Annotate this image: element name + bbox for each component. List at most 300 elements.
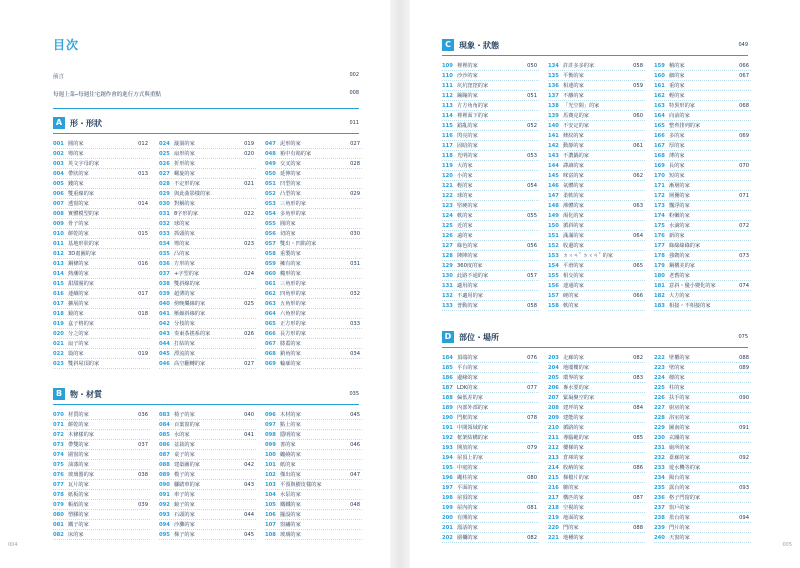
toc-entry[interactable] bbox=[159, 440, 256, 450]
entry-number: 197 bbox=[442, 485, 453, 491]
toc-entry[interactable] bbox=[654, 71, 751, 81]
toc-entry[interactable] bbox=[53, 299, 150, 309]
front-label: 每週上菜─每週住宅創作會的進行方式與重點 bbox=[53, 92, 161, 98]
entry-number: 014 bbox=[53, 271, 64, 277]
toc-entry[interactable] bbox=[442, 171, 539, 181]
toc-entry[interactable] bbox=[548, 423, 645, 433]
entry-title: 平衡的家 bbox=[563, 73, 584, 79]
toc-entry[interactable] bbox=[53, 149, 150, 159]
toc-entry[interactable] bbox=[265, 259, 362, 269]
toc-entry[interactable] bbox=[53, 460, 150, 470]
toc-entry[interactable] bbox=[265, 500, 362, 510]
entry-number: 185 bbox=[442, 365, 453, 371]
toc-entry[interactable] bbox=[548, 373, 645, 383]
toc-entry[interactable] bbox=[53, 259, 150, 269]
toc-entry[interactable] bbox=[654, 453, 751, 463]
toc-entry[interactable] bbox=[442, 121, 539, 131]
toc-entry[interactable] bbox=[654, 161, 751, 171]
entry-page: 091 bbox=[739, 425, 749, 431]
entry-title: 錯亂的家 bbox=[457, 123, 478, 129]
entry-title: 相連的家 bbox=[563, 83, 584, 89]
toc-entry[interactable] bbox=[159, 530, 256, 540]
toc-entry[interactable] bbox=[442, 91, 539, 101]
toc-entry[interactable] bbox=[548, 81, 645, 91]
toc-entry[interactable] bbox=[548, 483, 645, 493]
toc-entry[interactable] bbox=[442, 201, 539, 211]
toc-entry[interactable] bbox=[265, 460, 362, 470]
entry-title: 梯子的家 bbox=[174, 532, 195, 538]
toc-entry[interactable] bbox=[442, 221, 539, 231]
toc-column bbox=[265, 410, 362, 540]
toc-entry[interactable] bbox=[654, 533, 751, 543]
toc-column bbox=[53, 410, 150, 540]
toc-entry[interactable] bbox=[159, 410, 256, 420]
toc-entry[interactable] bbox=[654, 191, 751, 201]
section-rule bbox=[442, 55, 748, 56]
toc-entry[interactable] bbox=[442, 191, 539, 201]
toc-entry[interactable] bbox=[159, 500, 256, 510]
toc-entry[interactable] bbox=[548, 241, 645, 251]
toc-entry[interactable] bbox=[265, 149, 362, 159]
toc-entry[interactable] bbox=[654, 121, 751, 131]
toc-entry[interactable] bbox=[442, 231, 539, 241]
toc-entry[interactable] bbox=[53, 239, 150, 249]
toc-entry[interactable] bbox=[654, 413, 751, 423]
toc-entry[interactable] bbox=[654, 383, 751, 393]
entry-title: 帶狀的家 bbox=[68, 171, 89, 177]
toc-entry[interactable] bbox=[442, 413, 539, 423]
toc-entry[interactable] bbox=[548, 211, 645, 221]
toc-entry[interactable] bbox=[654, 403, 751, 413]
front-matter-preface[interactable] bbox=[53, 72, 359, 84]
toc-entry[interactable] bbox=[53, 349, 150, 359]
entry-number: 069 bbox=[265, 361, 276, 367]
toc-entry[interactable] bbox=[159, 289, 256, 299]
toc-entry[interactable] bbox=[53, 179, 150, 189]
entry-title: 打結的家 bbox=[174, 341, 195, 347]
toc-entry[interactable] bbox=[548, 393, 645, 403]
toc-entry[interactable] bbox=[265, 520, 362, 530]
toc-entry[interactable] bbox=[654, 513, 751, 523]
toc-entry[interactable] bbox=[442, 393, 539, 403]
toc-entry[interactable] bbox=[548, 71, 645, 81]
toc-entry[interactable] bbox=[265, 289, 362, 299]
toc-entry[interactable] bbox=[159, 460, 256, 470]
toc-entry[interactable] bbox=[53, 289, 150, 299]
entry-page: 038 bbox=[138, 472, 148, 478]
toc-entry[interactable] bbox=[654, 61, 751, 71]
entry-page: 023 bbox=[244, 241, 254, 247]
toc-entry[interactable] bbox=[654, 523, 751, 533]
toc-entry[interactable] bbox=[53, 450, 150, 460]
toc-entry[interactable] bbox=[53, 159, 150, 169]
entry-number: 038 bbox=[159, 281, 170, 287]
toc-entry[interactable] bbox=[442, 211, 539, 221]
toc-entry[interactable] bbox=[53, 440, 150, 450]
toc-entry[interactable] bbox=[265, 319, 362, 329]
toc-entry[interactable] bbox=[265, 299, 362, 309]
toc-entry[interactable] bbox=[159, 279, 256, 289]
toc-entry[interactable] bbox=[53, 410, 150, 420]
entry-number: 199 bbox=[442, 505, 453, 511]
toc-entry[interactable] bbox=[159, 510, 256, 520]
toc-entry[interactable] bbox=[442, 301, 539, 311]
toc-entry[interactable] bbox=[442, 373, 539, 383]
toc-entry[interactable] bbox=[548, 271, 645, 281]
toc-entry[interactable] bbox=[442, 181, 539, 191]
toc-entry[interactable] bbox=[442, 151, 539, 161]
entry-title: 三角形的家 bbox=[280, 281, 306, 287]
entry-number: 081 bbox=[53, 522, 64, 528]
toc-entry[interactable] bbox=[159, 470, 256, 480]
toc-entry[interactable] bbox=[654, 281, 751, 291]
toc-entry[interactable] bbox=[53, 169, 150, 179]
toc-entry[interactable] bbox=[654, 111, 751, 121]
toc-entry[interactable] bbox=[159, 149, 256, 159]
toc-entry[interactable] bbox=[442, 141, 539, 151]
toc-entry[interactable] bbox=[53, 430, 150, 440]
entry-number: 151 bbox=[548, 233, 559, 239]
toc-entry[interactable] bbox=[442, 523, 539, 533]
toc-entry[interactable] bbox=[548, 231, 645, 241]
toc-entry[interactable] bbox=[265, 159, 362, 169]
toc-entry[interactable] bbox=[53, 269, 150, 279]
toc-entry[interactable] bbox=[548, 61, 645, 71]
toc-entry[interactable] bbox=[548, 533, 645, 543]
toc-entry[interactable] bbox=[265, 430, 362, 440]
toc-entry[interactable] bbox=[265, 309, 362, 319]
toc-entry[interactable] bbox=[159, 159, 256, 169]
toc-entry[interactable] bbox=[53, 319, 150, 329]
toc-entry[interactable] bbox=[265, 440, 362, 450]
toc-entry[interactable] bbox=[654, 201, 751, 211]
toc-entry[interactable] bbox=[548, 181, 645, 191]
toc-entry[interactable] bbox=[548, 443, 645, 453]
toc-entry[interactable] bbox=[159, 179, 256, 189]
toc-entry[interactable] bbox=[654, 251, 751, 261]
toc-entry[interactable] bbox=[159, 359, 256, 369]
toc-entry[interactable] bbox=[442, 383, 539, 393]
toc-entry[interactable] bbox=[159, 269, 256, 279]
entry-number: 089 bbox=[159, 472, 170, 478]
entry-number: 106 bbox=[265, 512, 276, 518]
toc-entry[interactable] bbox=[159, 229, 256, 239]
toc-entry[interactable] bbox=[548, 281, 645, 291]
toc-entry[interactable] bbox=[548, 513, 645, 523]
toc-entry[interactable] bbox=[442, 251, 539, 261]
toc-entry[interactable] bbox=[265, 199, 362, 209]
toc-entry[interactable] bbox=[654, 291, 751, 301]
toc-entry[interactable] bbox=[265, 420, 362, 430]
toc-entry[interactable] bbox=[548, 463, 645, 473]
toc-entry[interactable] bbox=[265, 179, 362, 189]
toc-entry[interactable] bbox=[654, 433, 751, 443]
entry-number: 194 bbox=[442, 455, 453, 461]
toc-entry[interactable] bbox=[53, 219, 150, 229]
toc-entry[interactable] bbox=[442, 513, 539, 523]
toc-entry[interactable] bbox=[265, 329, 362, 339]
toc-entry[interactable] bbox=[265, 189, 362, 199]
toc-entry[interactable] bbox=[548, 91, 645, 101]
toc-entry[interactable] bbox=[265, 229, 362, 239]
toc-entry[interactable] bbox=[442, 403, 539, 413]
toc-entry[interactable] bbox=[265, 209, 362, 219]
toc-entry[interactable] bbox=[265, 339, 362, 349]
toc-entry[interactable] bbox=[53, 309, 150, 319]
toc-entry[interactable] bbox=[442, 483, 539, 493]
entry-number: 237 bbox=[654, 505, 665, 511]
toc-entry[interactable] bbox=[548, 383, 645, 393]
toc-entry[interactable] bbox=[654, 483, 751, 493]
entry-title: 水泵的家 bbox=[280, 492, 301, 498]
toc-entry[interactable] bbox=[442, 61, 539, 71]
toc-entry[interactable] bbox=[159, 329, 256, 339]
toc-entry[interactable] bbox=[265, 510, 362, 520]
front-matter-method[interactable] bbox=[53, 90, 359, 102]
toc-entry[interactable] bbox=[159, 239, 256, 249]
section-header[interactable] bbox=[53, 117, 359, 131]
toc-entry[interactable] bbox=[654, 503, 751, 513]
toc-entry[interactable] bbox=[442, 463, 539, 473]
entry-title: 專水要的家 bbox=[563, 385, 589, 391]
toc-entry[interactable] bbox=[442, 433, 539, 443]
toc-entry[interactable] bbox=[53, 329, 150, 339]
toc-entry[interactable] bbox=[265, 349, 362, 359]
toc-entry[interactable] bbox=[548, 201, 645, 211]
toc-entry[interactable] bbox=[159, 349, 256, 359]
entry-title: 銷角的家 bbox=[280, 351, 301, 357]
toc-entry[interactable] bbox=[442, 81, 539, 91]
toc-entry[interactable] bbox=[265, 249, 362, 259]
toc-entry[interactable] bbox=[654, 463, 751, 473]
entry-number: 102 bbox=[265, 472, 276, 478]
toc-entry[interactable] bbox=[265, 410, 362, 420]
toc-entry[interactable] bbox=[548, 363, 645, 373]
toc-entry[interactable] bbox=[53, 480, 150, 490]
toc-entry[interactable] bbox=[159, 520, 256, 530]
toc-entry[interactable] bbox=[159, 249, 256, 259]
entry-number: 113 bbox=[442, 103, 453, 109]
toc-entry[interactable] bbox=[654, 181, 751, 191]
toc-entry[interactable] bbox=[548, 121, 645, 131]
entry-number: 200 bbox=[442, 515, 453, 521]
toc-entry[interactable] bbox=[159, 199, 256, 209]
left-page bbox=[0, 0, 390, 568]
toc-entry[interactable] bbox=[265, 359, 362, 369]
toc-entry[interactable] bbox=[53, 199, 150, 209]
toc-entry[interactable] bbox=[548, 453, 645, 463]
toc-entry[interactable] bbox=[442, 161, 539, 171]
toc-entry[interactable] bbox=[548, 251, 645, 261]
entry-number: 208 bbox=[548, 405, 559, 411]
toc-entry[interactable] bbox=[654, 353, 751, 363]
toc-entry[interactable] bbox=[442, 423, 539, 433]
toc-entry[interactable] bbox=[53, 229, 150, 239]
toc-entry[interactable] bbox=[442, 363, 539, 373]
entry-title: 門框的家 bbox=[457, 415, 478, 421]
toc-entry[interactable] bbox=[548, 433, 645, 443]
entry-page: 012 bbox=[138, 141, 148, 147]
entry-title: 長方形的家 bbox=[280, 331, 306, 337]
entry-page: 026 bbox=[244, 331, 254, 337]
toc-entry[interactable] bbox=[53, 279, 150, 289]
toc-entry[interactable] bbox=[654, 241, 751, 251]
toc-entry[interactable] bbox=[654, 363, 751, 373]
toc-entry[interactable] bbox=[548, 101, 645, 111]
entry-page: 056 bbox=[527, 243, 537, 249]
toc-entry[interactable] bbox=[442, 111, 539, 121]
toc-entry[interactable] bbox=[548, 261, 645, 271]
toc-entry[interactable] bbox=[442, 493, 539, 503]
toc-entry[interactable] bbox=[548, 151, 645, 161]
entry-page: 030 bbox=[350, 231, 360, 237]
toc-entry[interactable] bbox=[53, 490, 150, 500]
entry-title: 漸層的家 bbox=[669, 183, 690, 189]
toc-entry[interactable] bbox=[442, 353, 539, 363]
toc-entry[interactable] bbox=[442, 101, 539, 111]
toc-entry[interactable] bbox=[53, 510, 150, 520]
entry-page: 042 bbox=[244, 462, 254, 468]
toc-entry[interactable] bbox=[442, 453, 539, 463]
toc-entry[interactable] bbox=[654, 101, 751, 111]
toc-entry[interactable] bbox=[654, 231, 751, 241]
toc-entry[interactable] bbox=[53, 520, 150, 530]
toc-entry[interactable] bbox=[53, 139, 150, 149]
toc-entry[interactable] bbox=[53, 249, 150, 259]
toc-entry[interactable] bbox=[548, 413, 645, 423]
toc-entry[interactable] bbox=[654, 393, 751, 403]
toc-entry[interactable] bbox=[548, 493, 645, 503]
toc-entry[interactable] bbox=[265, 269, 362, 279]
toc-entry[interactable] bbox=[442, 473, 539, 483]
toc-entry[interactable] bbox=[548, 131, 645, 141]
toc-entry[interactable] bbox=[548, 221, 645, 231]
entry-title: 向前的家 bbox=[669, 113, 690, 119]
toc-entry[interactable] bbox=[548, 523, 645, 533]
toc-entry[interactable] bbox=[442, 241, 539, 251]
toc-entry[interactable] bbox=[548, 473, 645, 483]
toc-entry[interactable] bbox=[265, 139, 362, 149]
toc-entry[interactable] bbox=[548, 161, 645, 171]
toc-entry[interactable] bbox=[442, 271, 539, 281]
toc-entry[interactable] bbox=[654, 211, 751, 221]
toc-entry[interactable] bbox=[159, 139, 256, 149]
toc-entry[interactable] bbox=[442, 533, 539, 543]
entry-number: 034 bbox=[159, 241, 170, 247]
section-header[interactable] bbox=[53, 388, 359, 402]
section-header[interactable] bbox=[442, 39, 748, 53]
toc-entry[interactable] bbox=[654, 261, 751, 271]
toc-entry[interactable] bbox=[265, 169, 362, 179]
toc-entry[interactable] bbox=[159, 430, 256, 440]
toc-entry[interactable] bbox=[265, 470, 362, 480]
toc-entry[interactable] bbox=[654, 423, 751, 433]
toc-entry[interactable] bbox=[53, 500, 150, 510]
toc-entry[interactable] bbox=[442, 281, 539, 291]
entry-title: 建築圖的家 bbox=[174, 462, 200, 468]
toc-entry[interactable] bbox=[654, 131, 751, 141]
toc-entry[interactable] bbox=[548, 291, 645, 301]
entry-title: 粉嫩的家 bbox=[669, 213, 690, 219]
section-rule bbox=[53, 133, 359, 134]
toc-entry[interactable] bbox=[159, 480, 256, 490]
toc-entry[interactable] bbox=[548, 301, 645, 311]
entry-number: 037 bbox=[159, 271, 170, 277]
toc-entry[interactable] bbox=[654, 443, 751, 453]
toc-entry[interactable] bbox=[265, 490, 362, 500]
toc-entry[interactable] bbox=[53, 420, 150, 430]
toc-entry[interactable] bbox=[654, 171, 751, 181]
toc-entry[interactable] bbox=[159, 259, 256, 269]
toc-entry[interactable] bbox=[53, 470, 150, 480]
toc-entry[interactable] bbox=[654, 141, 751, 151]
toc-entry[interactable] bbox=[159, 339, 256, 349]
front-page: 002 bbox=[349, 72, 359, 78]
toc-entry[interactable] bbox=[654, 271, 751, 281]
toc-entry[interactable] bbox=[442, 261, 539, 271]
entry-number: 112 bbox=[442, 93, 453, 99]
toc-entry[interactable] bbox=[265, 530, 362, 540]
toc-entry[interactable] bbox=[548, 353, 645, 363]
toc-entry[interactable] bbox=[654, 493, 751, 503]
toc-entry[interactable] bbox=[548, 503, 645, 513]
toc-entry[interactable] bbox=[548, 141, 645, 151]
toc-entry[interactable] bbox=[442, 71, 539, 81]
toc-entry[interactable] bbox=[442, 131, 539, 141]
toc-entry[interactable] bbox=[265, 219, 362, 229]
toc-entry[interactable] bbox=[53, 189, 150, 199]
entry-title: 循斜的家 bbox=[563, 223, 584, 229]
toc-entry[interactable] bbox=[159, 319, 256, 329]
toc-entry[interactable] bbox=[548, 171, 645, 181]
toc-entry[interactable] bbox=[442, 503, 539, 513]
toc-entry[interactable] bbox=[159, 189, 256, 199]
entry-title: 傑出的家 bbox=[280, 472, 301, 478]
toc-entry[interactable] bbox=[53, 359, 150, 369]
toc-entry[interactable] bbox=[265, 279, 362, 289]
toc-entry[interactable] bbox=[442, 291, 539, 301]
toc-entry[interactable] bbox=[53, 339, 150, 349]
toc-entry[interactable] bbox=[159, 299, 256, 309]
toc-entry[interactable] bbox=[159, 490, 256, 500]
toc-entry[interactable] bbox=[159, 169, 256, 179]
section-header[interactable] bbox=[442, 331, 748, 345]
toc-entry[interactable] bbox=[159, 209, 256, 219]
toc-entry[interactable] bbox=[654, 301, 751, 311]
toc-entry[interactable] bbox=[442, 443, 539, 453]
toc-entry[interactable] bbox=[548, 111, 645, 121]
toc-entry[interactable] bbox=[548, 191, 645, 201]
toc-entry[interactable] bbox=[654, 473, 751, 483]
entry-number: 092 bbox=[159, 502, 170, 508]
toc-entry[interactable] bbox=[53, 530, 150, 540]
toc-entry[interactable] bbox=[654, 81, 751, 91]
toc-entry[interactable] bbox=[548, 403, 645, 413]
toc-entry[interactable] bbox=[53, 209, 150, 219]
toc-entry[interactable] bbox=[265, 480, 362, 490]
toc-entry[interactable] bbox=[159, 450, 256, 460]
toc-entry[interactable] bbox=[654, 373, 751, 383]
toc-entry[interactable] bbox=[654, 91, 751, 101]
toc-entry[interactable] bbox=[159, 219, 256, 229]
toc-entry[interactable] bbox=[265, 239, 362, 249]
toc-entry[interactable] bbox=[159, 420, 256, 430]
toc-entry[interactable] bbox=[654, 221, 751, 231]
toc-entry[interactable] bbox=[654, 151, 751, 161]
toc-entry[interactable] bbox=[265, 450, 362, 460]
toc-entry[interactable] bbox=[159, 309, 256, 319]
entry-number: 155 bbox=[548, 273, 559, 279]
